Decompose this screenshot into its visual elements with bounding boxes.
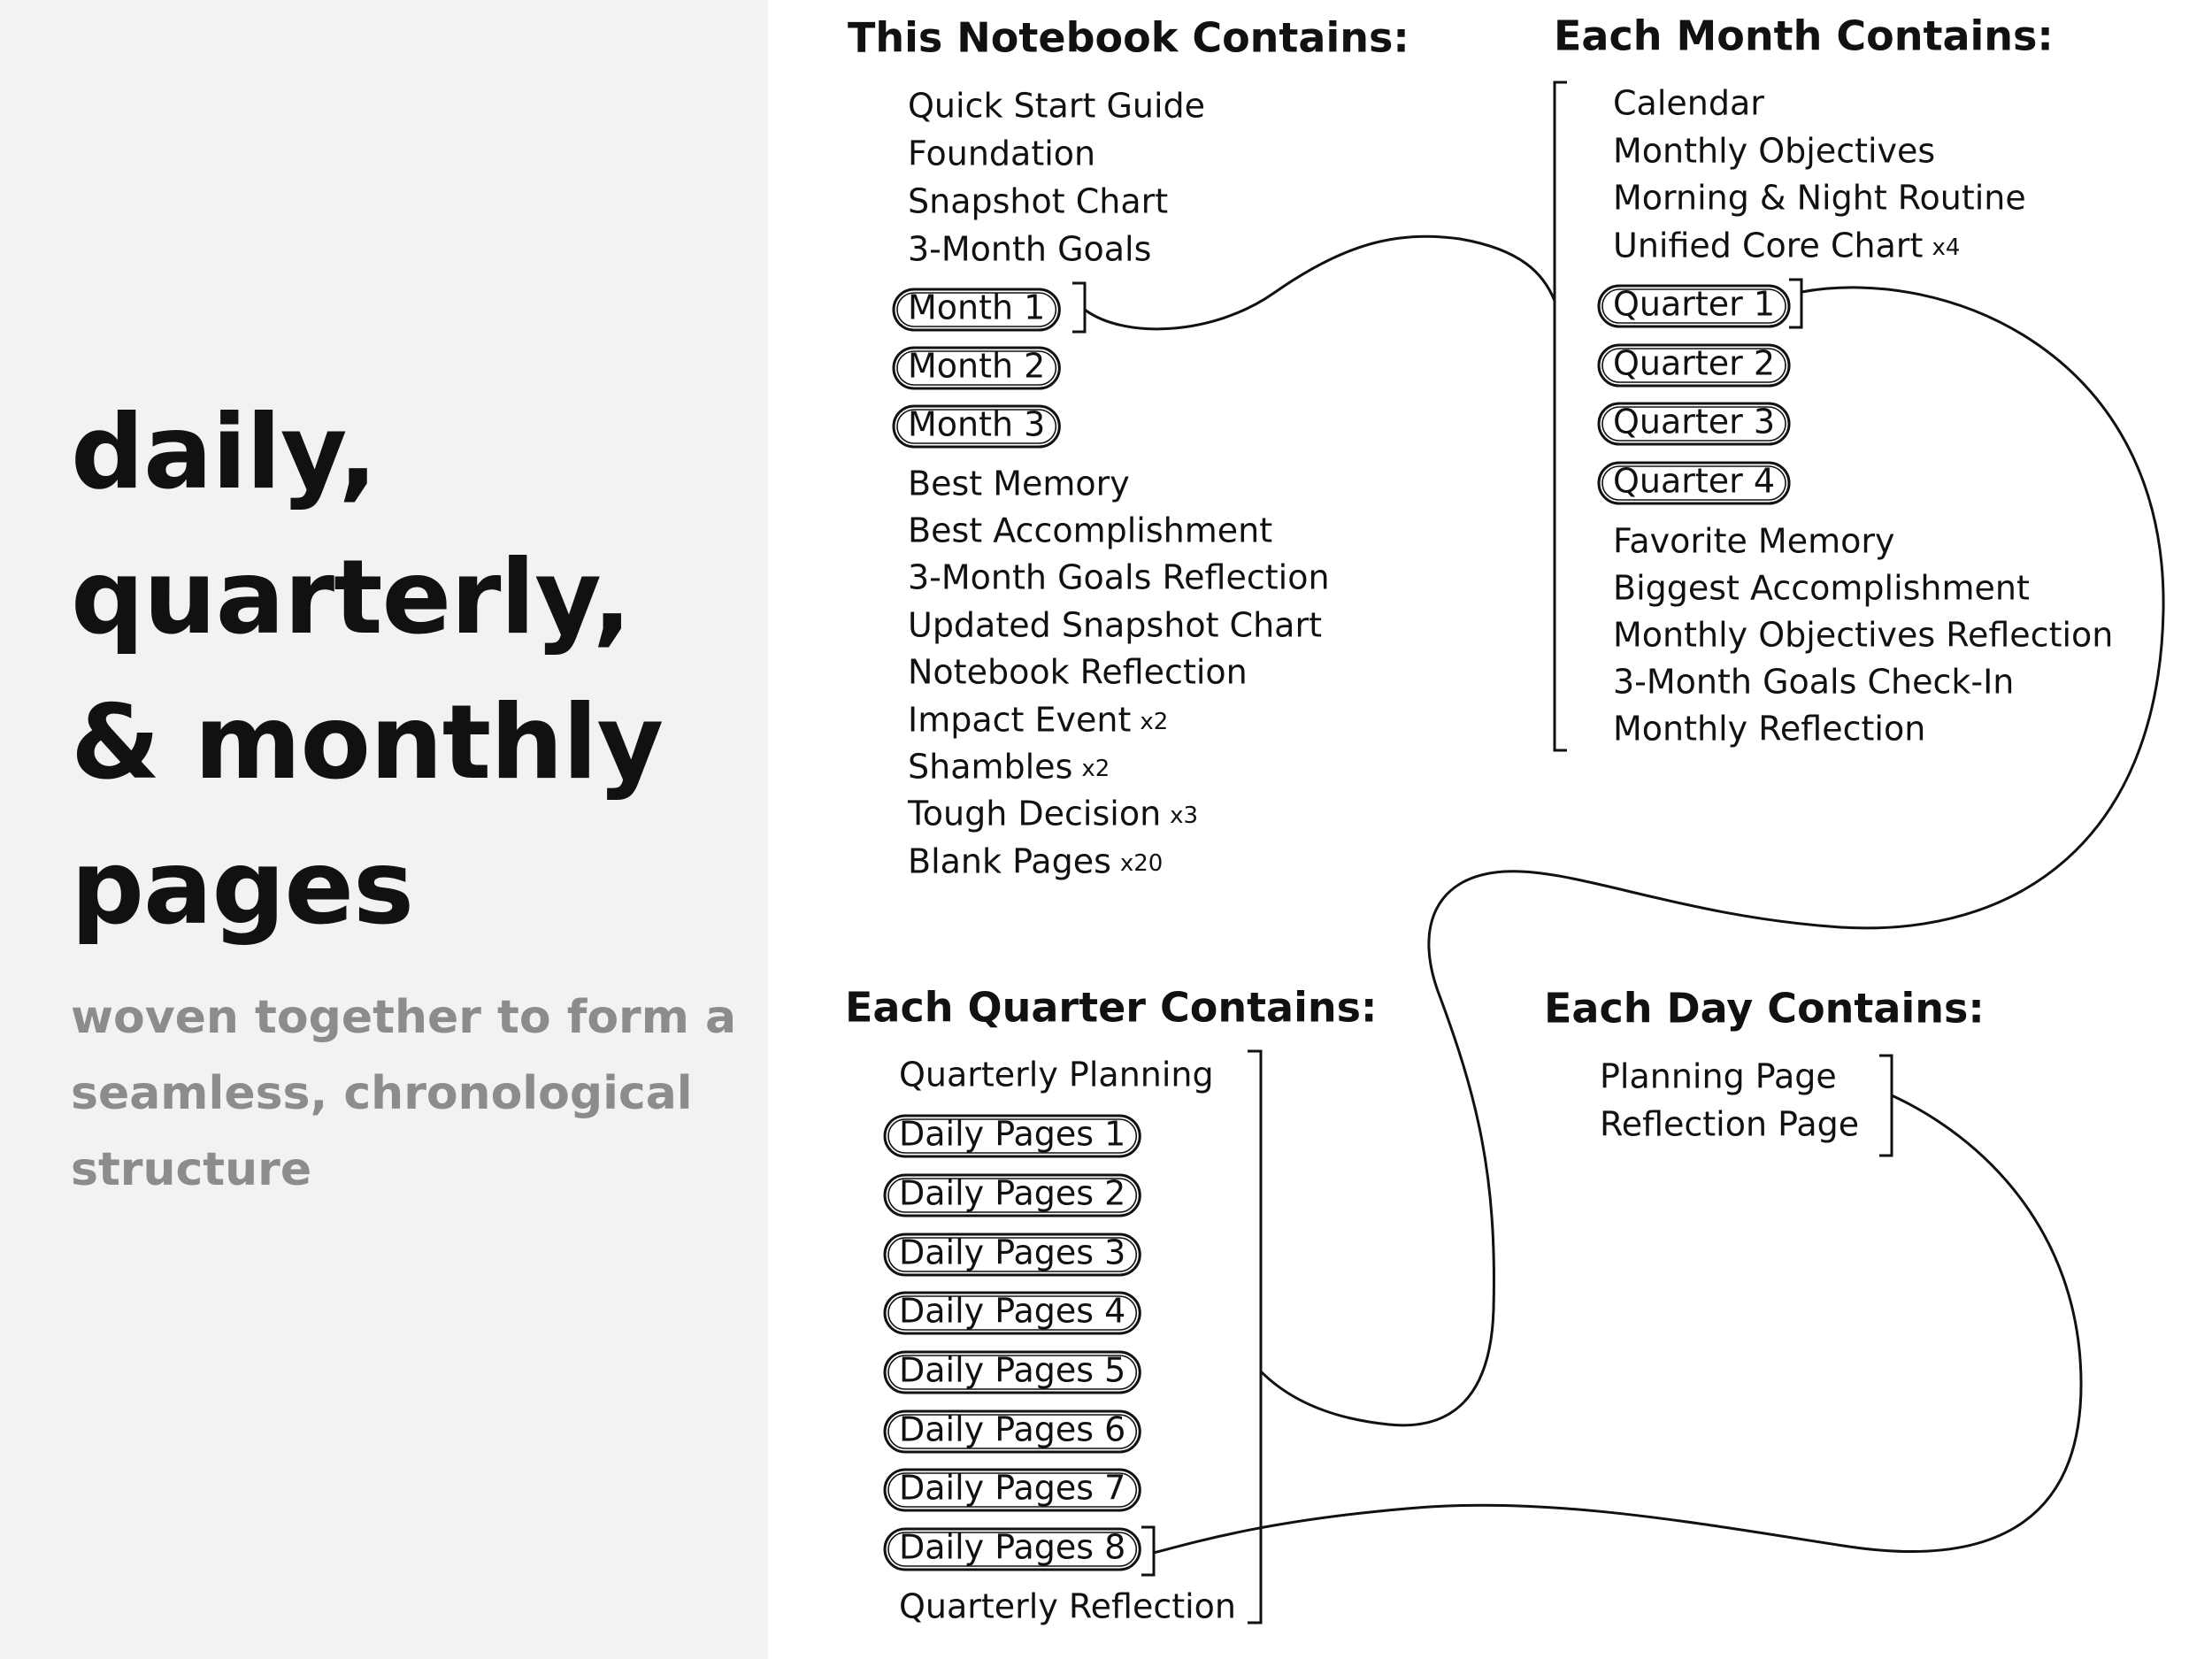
subheadline-line: seamless, chronological	[71, 1067, 693, 1120]
quarter-item: Daily Pages 4	[899, 1291, 1126, 1331]
quarter-item: Daily Pages 7	[899, 1468, 1126, 1508]
quarter-item: Daily Pages 5	[899, 1350, 1126, 1390]
month-item: Calendar	[1613, 83, 1764, 123]
month-item: 3-Month Goals Check-In	[1613, 662, 2015, 702]
month-item: Quarter 4	[1613, 461, 1776, 501]
notebook-item: 3-Month Goals Reflection	[908, 557, 1330, 597]
subheadline-line: woven together to form a	[71, 991, 737, 1044]
month-item: Biggest Accomplishment	[1613, 568, 2030, 608]
month-item: Monthly Reflection	[1613, 709, 1926, 749]
month-item: Morning & Night Routine	[1613, 178, 2026, 218]
subheadline-line: structure	[71, 1143, 312, 1196]
notebook-item: Notebook Reflection	[908, 652, 1248, 692]
notebook-item: Foundation	[908, 134, 1096, 173]
quarter-item: Daily Pages 1	[899, 1114, 1126, 1154]
quarter-connector	[1261, 288, 2163, 1425]
headline-line: quarterly,	[71, 538, 631, 657]
quarter-item: Daily Pages 8	[899, 1527, 1126, 1567]
month-item-multiplier: x4	[1932, 234, 1961, 261]
notebook-item: Best Accomplishment	[908, 511, 1273, 550]
daily-pages-8-link-bracket	[1141, 1527, 1154, 1575]
quarter-item: Quarterly Reflection	[899, 1586, 1237, 1626]
notebook-item: Shambles x2	[908, 747, 1110, 787]
quarter-section	[845, 984, 1377, 1626]
notebook-item: Quick Start Guide	[908, 86, 1206, 126]
notebook-item-multiplier: x2	[1140, 708, 1169, 735]
notebook-item: 3-Month Goals	[908, 229, 1152, 269]
headline-line: pages	[71, 828, 414, 948]
day-item: Reflection Page	[1600, 1104, 1860, 1144]
notebook-item: Tough Decision x3	[908, 794, 1199, 833]
notebook-item: Updated Snapshot Chart	[908, 605, 1322, 645]
notebook-item-multiplier: x3	[1170, 802, 1199, 829]
day-bracket	[1879, 1056, 1892, 1156]
month-item: Monthly Objectives Reflection	[1613, 615, 2114, 655]
month-item: Quarter 2	[1613, 343, 1776, 383]
headline-line: & monthly	[71, 683, 664, 803]
month-item: Quarter 3	[1613, 402, 1776, 442]
month-item: Quarter 1	[1613, 284, 1776, 324]
notebook-section-title: This Notebook Contains:	[848, 13, 1409, 62]
day-connector	[1154, 1095, 2081, 1553]
month-1-link-bracket	[1072, 283, 1085, 332]
quarter-item: Daily Pages 3	[899, 1233, 1126, 1272]
month-item: Monthly Objectives	[1613, 131, 1936, 171]
quarter-bracket	[1248, 1051, 1261, 1623]
quarter-item: Quarterly Planning	[899, 1055, 1214, 1094]
notebook-item: Month 1	[908, 288, 1046, 327]
quarter-1-link-bracket	[1789, 280, 1801, 327]
day-item: Planning Page	[1600, 1056, 1837, 1096]
month-bracket	[1555, 82, 1567, 750]
notebook-item-multiplier: x2	[1081, 755, 1110, 782]
quarter-item: Daily Pages 2	[899, 1173, 1126, 1213]
notebook-item: Month 2	[908, 346, 1046, 386]
notebook-item: Impact Event x2	[908, 700, 1169, 740]
day-section-title: Each Day Contains:	[1544, 984, 1985, 1033]
notebook-item: Blank Pages x20	[908, 841, 1164, 881]
notebook-section	[848, 14, 1409, 881]
month-item: Favorite Memory	[1613, 521, 1895, 561]
notebook-item: Snapshot Chart	[908, 181, 1169, 221]
month-connector	[1085, 236, 1555, 329]
notebook-item-multiplier: x20	[1119, 849, 1164, 877]
quarter-item: Daily Pages 6	[899, 1409, 1126, 1449]
month-item: Unified Core Chart x4	[1613, 226, 1961, 265]
month-section	[1554, 12, 2113, 749]
day-section	[1544, 985, 1985, 1144]
quarter-section-title: Each Quarter Contains:	[845, 983, 1378, 1032]
notebook-item: Best Memory	[908, 464, 1130, 503]
notebook-item: Month 3	[908, 404, 1046, 444]
headline-line: daily,	[71, 393, 377, 512]
month-section-title: Each Month Contains:	[1554, 12, 2054, 60]
